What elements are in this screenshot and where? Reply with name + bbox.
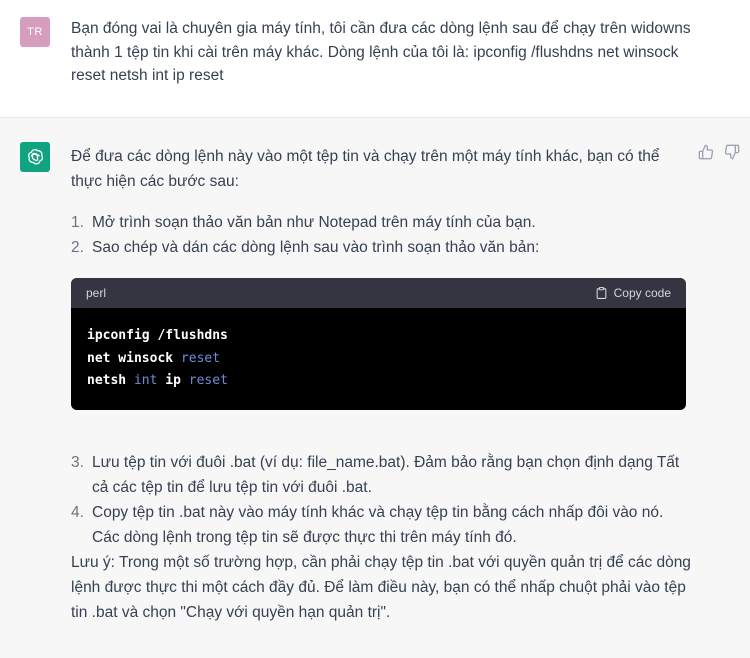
user-message	[0, 0, 750, 118]
response-note: Lưu ý: Trong một số trường hợp, cần phải chạy tệp tin .bat với quyền quản trị để các dòng lệnh được thực thi một cách đầy đủ. Để làm điều này, bạn có thể nhấp chuột phải vào tệp tin .bat và chọn "Chạy với quyền hạn quản trị".	[71, 553, 691, 621]
code-line-3: netsh int ip reset	[87, 373, 228, 388]
steps-list-a	[71, 210, 691, 260]
avatar: TR	[20, 17, 50, 47]
list-item: 2. Sao chép và dán các dòng lệnh sau vào trình soạn thảo văn bản:	[71, 239, 540, 256]
code-block	[71, 278, 686, 410]
clipboard-icon	[595, 286, 608, 300]
code-line-2: net winsock reset	[87, 350, 221, 366]
code-content[interactable]	[71, 308, 686, 410]
thumbs-up-icon[interactable]	[698, 144, 714, 160]
code-language: perl	[86, 285, 107, 300]
copy-code-label: Copy code	[613, 285, 671, 300]
copy-code-button[interactable]	[595, 281, 671, 306]
openai-logo-icon	[20, 142, 50, 172]
code-header	[71, 278, 686, 308]
assistant-message	[0, 118, 750, 658]
assistant-response	[71, 144, 691, 625]
list-item: 4. Copy tệp tin .bat này vào máy tính khác và chạy tệp tin bằng cách nhấp đôi vào nó. Các dòng lệnh trong tệp tin sẽ được thực thi trên máy tính đó.	[71, 503, 664, 546]
thumbs-down-icon[interactable]	[724, 144, 740, 160]
list-item: 3. Lưu tệp tin với đuôi .bat (ví dụ: file_name.bat). Đảm bảo rằng bạn chọn định dạng Tất cả các tệp tin để lưu tệp tin với đuôi .bat.	[71, 453, 680, 496]
code-line-1: ipconfig /flushdns	[87, 328, 228, 343]
response-intro: Để đưa các dòng lệnh này vào một tệp tin và chạy trên một máy tính khác, bạn có thể thực hiện các bước sau:	[71, 148, 660, 190]
user-message-text: Bạn đóng vai là chuyên gia máy tính, tôi cần đưa các dòng lệnh sau để chạy trên widowns thành 1 tệp tin khi cài trên máy khác. Dòng lệnh của tôi là: ipconfig /flushdns net winsock reset netsh int ip reset	[71, 20, 691, 84]
feedback-buttons	[698, 144, 740, 160]
steps-list-b	[71, 450, 691, 550]
list-item: 1. Mở trình soạn thảo văn bản như Notepad trên máy tính của bạn.	[71, 214, 536, 231]
